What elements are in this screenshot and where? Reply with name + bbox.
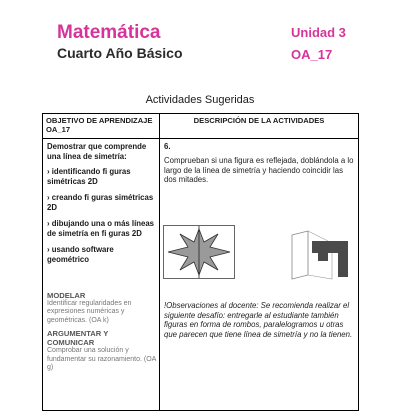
- skill-text: Identificar regularidades en expresiones numéricas y geométricas. (OA k): [47, 300, 132, 324]
- unit-label: Unidad 3: [291, 25, 346, 40]
- objective-cell: [43, 139, 160, 411]
- folded-shape-illustration: [288, 225, 358, 283]
- objective-item: › usando software geométrico: [47, 245, 114, 264]
- activity-description: Comprueban si una figura es reflejada, doblándola a lo largo de la línea de simetría y haciendo coincidir las dos mitades.: [164, 156, 354, 185]
- star-icon: [164, 226, 234, 278]
- objective-item: › creando fi guras simétricas 2D: [47, 193, 154, 212]
- skill-heading: MODELAR: [47, 291, 86, 300]
- objective-code: OA_17: [291, 47, 333, 62]
- skills-list: [47, 291, 157, 376]
- objective-intro: Demostrar que comprende una línea de simetría:: [47, 142, 147, 161]
- objective-column-header: OBJETIVO DE APRENDIZAJE OA_17: [43, 114, 160, 139]
- objective-item: › dibujando una o más líneas de simetría en fi guras 2D: [47, 219, 155, 238]
- description-cell: [160, 139, 359, 411]
- activities-table: [42, 113, 359, 411]
- objective-item: › identificando fi guras simétricas 2D: [47, 167, 131, 186]
- teacher-observation: !Observaciones al docente: Se recomienda realizar el siguiente desafío: entregarle al estudiante también figuras en forma de rombos, paralelogramos u otras que parecen que tiene línea de simetría y no la tienen.: [164, 301, 353, 339]
- table-row: [43, 139, 359, 411]
- skill-text: Comprobar una solución y fundamentar su razonamiento. (OA g): [47, 347, 156, 372]
- star-figure-illustration: [163, 225, 235, 279]
- description-column-header: DESCRIPCIÓN DE LA ACTIVIDADES: [160, 114, 359, 139]
- activity-number: 6.: [164, 142, 171, 151]
- table-header-row: [43, 114, 359, 139]
- skill-heading: ARGUMENTAR Y COMUNICAR: [47, 329, 109, 348]
- subject-title: Matemática: [57, 22, 161, 43]
- section-title: Actividades Sugeridas: [145, 94, 255, 106]
- grade-subtitle: Cuarto Año Básico: [57, 45, 183, 61]
